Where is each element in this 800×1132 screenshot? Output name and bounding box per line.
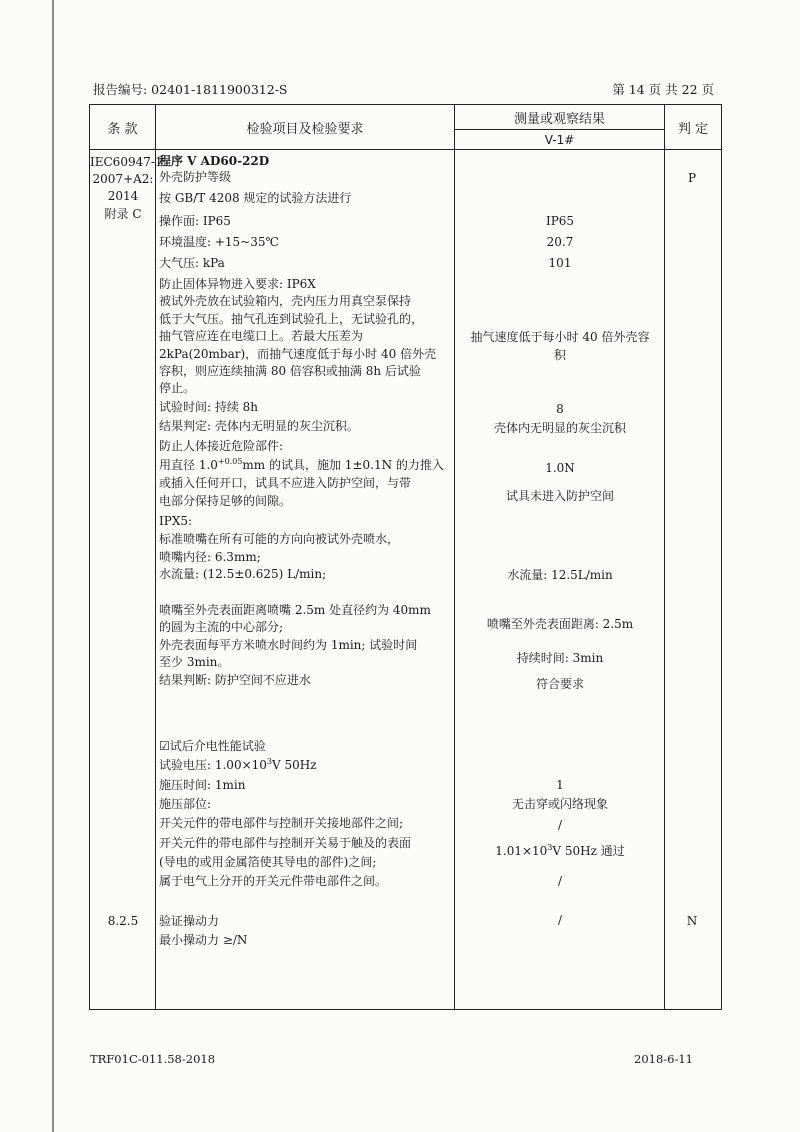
header-verdict: 判 定 <box>665 105 722 150</box>
item-line: 容积，则应连续抽满 80 倍容积或抽满 8h 后试验 <box>159 364 421 378</box>
item-line: 环境温度: +15~35℃ <box>159 235 279 249</box>
item-line: 用直径 $1.0^{+0.05}mm$ 的试具，施加 1±0.1N 的力推入 <box>159 457 444 472</box>
result-line: 壳体内无明显的灰尘沉积 <box>493 421 626 435</box>
verdict-pass: P <box>687 171 697 185</box>
header-result: 测量或观察结果 <box>455 105 665 130</box>
item-line: 被试外壳放在试验箱内，壳内压力用真空泵保持 <box>159 294 412 308</box>
scan-edge <box>52 0 54 1132</box>
item-line: 标准喷嘴在所有可能的方向向被试外壳喷水， <box>159 532 400 546</box>
item-line: 施压时间: 1min <box>159 778 246 792</box>
clause-line: 2007+A2: <box>92 172 154 186</box>
item-line: 大气压: kPa <box>159 256 225 270</box>
page-number: 第 14 页 共 22 页 <box>612 82 714 97</box>
item-line: 低于大气压。抽气孔连到试验孔上，无试验孔的， <box>159 312 424 326</box>
item-line: 喷嘴至外壳表面距离喷嘴 2.5m 处直径约为 40mm <box>159 603 431 617</box>
item-line: 最小操动力 ≥/N <box>159 933 248 947</box>
item-line: IPX5: <box>159 514 193 528</box>
item-line: 电部分保持足够的间隙。 <box>159 494 292 508</box>
verdict-column <box>665 150 722 1010</box>
result-line: 水流量: 12.5L/min <box>507 568 613 582</box>
result-line: $1.01\times 10^3V$ 50Hz 通过 <box>495 843 625 858</box>
item-line: 至少 3min。 <box>159 655 230 669</box>
header-sample: V-1# <box>455 130 665 150</box>
verdict-na: N <box>686 914 698 928</box>
item-line: 操作面: IP65 <box>159 214 231 228</box>
footer-date: 2018-6-11 <box>634 1052 693 1066</box>
results-column <box>455 150 665 1010</box>
result-line: 101 <box>548 256 572 270</box>
clause-line: IEC60947-1: <box>90 155 167 169</box>
clause-column <box>90 150 167 1010</box>
result-line: 1 <box>556 778 564 792</box>
item-line: 2kPa(20mbar)，而抽气速度低于每小时 40 倍外壳 <box>159 347 437 361</box>
result-line: 符合要求 <box>535 677 584 691</box>
item-line: 试验电压: $1.00\times 10^3V$ 50Hz <box>159 757 317 772</box>
item-line: (导电的或用金属箔使其导电的部件)之间; <box>159 855 377 869</box>
item-line: 外壳防护等级 <box>159 170 232 184</box>
item-line: 开关元件的带电部件与控制开关接地部件之间; <box>159 816 404 830</box>
item-line: 验证操动力 <box>159 914 220 928</box>
item-line: 防止人体接近危险部件: <box>159 439 284 453</box>
item-line: ☑试后介电性能试验 <box>159 739 266 753</box>
procedure-title: 程序 V AD60-22D <box>159 154 270 168</box>
item-line: 按 GB/T 4208 规定的试验方法进行 <box>159 191 352 205</box>
item-line: 外壳表面每平方米喷水时间约为 1min; 试验时间 <box>159 638 418 652</box>
item-line: 的圆为主流的中心部分; <box>159 620 284 634</box>
inspection-table <box>89 104 722 1010</box>
result-line: 无击穿或闪络现象 <box>511 797 608 811</box>
clause-line: 8.2.5 <box>107 914 139 928</box>
result-line: 试具未进入防护空间 <box>505 489 614 503</box>
result-line: / <box>557 818 563 832</box>
result-line: / <box>557 913 563 927</box>
result-line: 积 <box>553 348 566 362</box>
header-items: 检验项目及检验要求 <box>156 105 455 150</box>
result-line: IP65 <box>545 214 575 228</box>
item-line: 试验时间: 持续 8h <box>159 400 259 414</box>
item-line: 水流量: (12.5±0.625) L/min; <box>159 567 327 581</box>
items-column <box>156 150 455 1010</box>
result-line: 持续时间: 3min <box>516 651 604 665</box>
item-line: 开关元件的带电部件与控制开关易于触及的表面 <box>159 836 412 850</box>
result-line: 1.0N <box>545 461 575 475</box>
item-line: 结果判定: 壳体内无明显的灰尘沉积。 <box>159 419 359 433</box>
item-line: 属于电气上分开的开关元件带电部件之间。 <box>159 874 388 888</box>
result-line: 抽气速度低于每小时 40 倍外壳容 <box>470 330 650 344</box>
item-line: 停止。 <box>159 381 196 395</box>
item-line: 防止固体异物进入要求: IP6X <box>159 277 316 291</box>
item-line: 施压部位: <box>159 797 212 811</box>
result-line: 喷嘴至外壳表面距离: 2.5m <box>486 617 634 631</box>
result-line: / <box>557 874 563 888</box>
item-line: 抽气管应连在电缆口上。若最大压差为 <box>159 329 364 343</box>
result-line: 8 <box>556 402 564 416</box>
item-line: 喷嘴内径: 6.3mm; <box>159 550 261 564</box>
header-clause: 条 款 <box>90 105 156 150</box>
footer-form-number: TRF01C-011.58-2018 <box>90 1052 216 1066</box>
item-line: 结果判断: 防护空间不应进水 <box>159 673 311 687</box>
item-line: 或插入任何开口，试具不应进入防护空间，与带 <box>159 476 412 490</box>
result-line: 20.7 <box>546 235 574 249</box>
clause-line: 2014 <box>107 189 139 203</box>
report-number: 报告编号: 02401-1811900312-S <box>93 82 288 97</box>
clause-line: 附录 C <box>104 207 142 221</box>
